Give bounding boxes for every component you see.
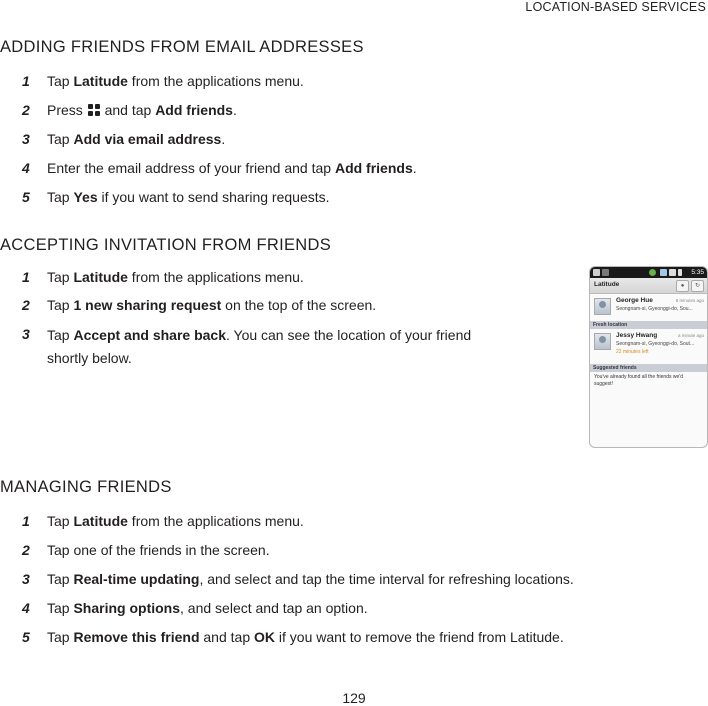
fresh-location-divider: Fresh location bbox=[590, 321, 707, 329]
step-number: 1 bbox=[22, 269, 30, 285]
step-number: 2 bbox=[22, 102, 30, 118]
step-text: Tap Latitude from the applications menu. bbox=[47, 513, 304, 529]
step-text: Tap Add via email address. bbox=[47, 131, 226, 147]
friend-name: George Hue bbox=[616, 297, 653, 304]
step-text: Enter the email address of your friend and tap Add friends. bbox=[47, 160, 417, 176]
step-number: 3 bbox=[22, 571, 30, 587]
step-number: 1 bbox=[22, 73, 30, 89]
phone-app-title: Latitude bbox=[594, 281, 620, 288]
running-header: LOCATION-BASED SERVICES bbox=[525, 0, 706, 14]
step-number: 2 bbox=[22, 542, 30, 558]
phone-title-bar bbox=[590, 278, 707, 294]
step-number: 4 bbox=[22, 600, 30, 616]
sharing-time-left: 22 minutes left bbox=[616, 349, 649, 355]
step-text: Tap Real-time updating, and select and tap the time interval for refreshing locations. bbox=[47, 571, 574, 587]
step-text: Tap Yes if you want to send sharing requests. bbox=[47, 189, 330, 205]
suggested-friends-divider: Suggested friends bbox=[590, 364, 707, 372]
step-text: Tap 1 new sharing request on the top of the screen. bbox=[47, 297, 377, 313]
friend-row-2 bbox=[590, 329, 707, 359]
section-title-accepting-invitation: ACCEPTING INVITATION FROM FRIENDS bbox=[0, 236, 332, 254]
step-number: 2 bbox=[22, 297, 30, 313]
friend-location: Seongnam-si, Gyeonggi-do, Sout... bbox=[616, 341, 695, 347]
signal-icon bbox=[669, 269, 676, 276]
step-number: 3 bbox=[22, 131, 30, 147]
step-number: 4 bbox=[22, 160, 30, 176]
friend-update-time: a minute ago bbox=[677, 333, 704, 338]
step-text: Tap Accept and share back. You can see the location of your friend shortly below. bbox=[47, 327, 472, 366]
friend-location: Seongnam-si, Gyeonggi-do, Sou... bbox=[616, 306, 693, 312]
latitude-phone-screenshot bbox=[589, 266, 708, 448]
section-title-adding-friends: ADDING FRIENDS FROM EMAIL ADDRESSES bbox=[0, 38, 364, 56]
step-number: 5 bbox=[22, 629, 30, 645]
step-text: Tap one of the friends in the screen. bbox=[47, 542, 270, 558]
phone-status-bar bbox=[590, 267, 707, 278]
battery-icon bbox=[678, 269, 682, 276]
friend-row-1 bbox=[590, 294, 707, 324]
step-number: 1 bbox=[22, 513, 30, 529]
step-text: Tap Remove this friend and tap OK if you want to remove the friend from Latitude. bbox=[47, 629, 564, 645]
step-text: Tap Latitude from the applications menu. bbox=[47, 73, 304, 89]
latitude-status-icon bbox=[649, 269, 656, 276]
gmail-icon bbox=[593, 269, 600, 276]
step-text: Tap Latitude from the applications menu. bbox=[47, 269, 304, 285]
add-friend-icon: ● bbox=[676, 280, 689, 292]
friend-name: Jessy Hwang bbox=[616, 332, 658, 339]
friend-avatar bbox=[594, 298, 611, 315]
friend-avatar bbox=[594, 333, 611, 350]
suggested-friends-text: You've already found all the friends we'd suggest! bbox=[594, 374, 684, 387]
status-time: 5:35 bbox=[691, 269, 704, 276]
step-number: 5 bbox=[22, 189, 30, 205]
refresh-icon: ↻ bbox=[691, 280, 704, 292]
step-number: 3 bbox=[22, 326, 30, 342]
step-text: Press and tap Add friends. bbox=[47, 102, 237, 118]
step-text: Tap Sharing options, and select and tap an option. bbox=[47, 600, 368, 616]
section-title-managing-friends: MANAGING FRIENDS bbox=[0, 478, 172, 496]
wifi-icon bbox=[660, 269, 667, 276]
notification-icon bbox=[602, 269, 609, 276]
menu-key-icon bbox=[88, 104, 100, 116]
page-number: 129 bbox=[342, 690, 366, 706]
friend-update-time: 8 minutes ago bbox=[675, 298, 704, 303]
